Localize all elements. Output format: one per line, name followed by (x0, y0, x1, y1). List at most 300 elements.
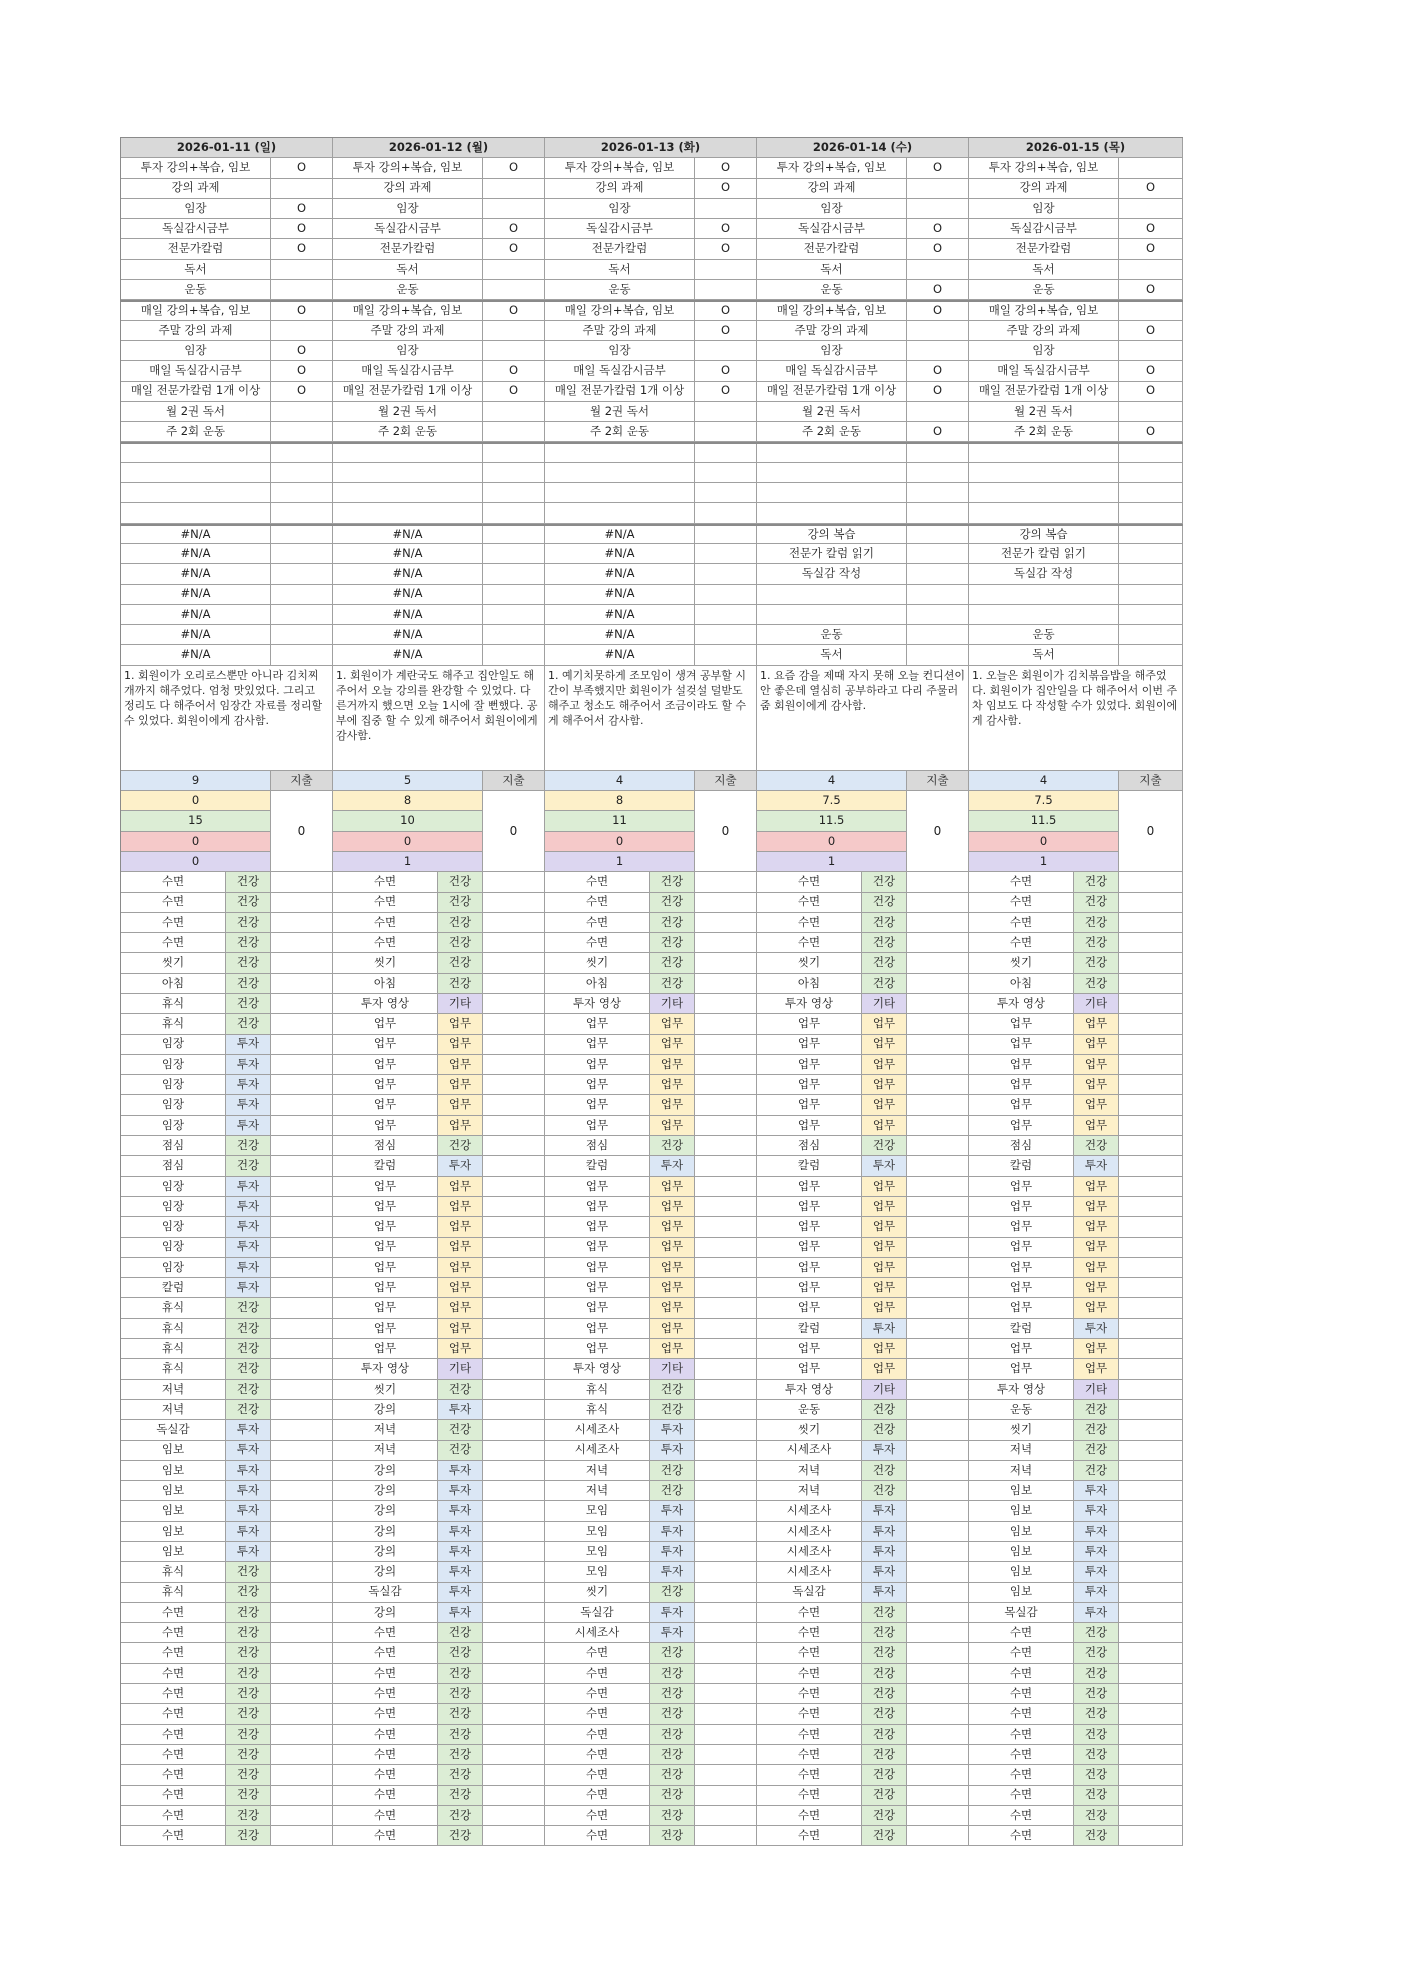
task-check[interactable]: O (907, 219, 969, 238)
empty-cell (1119, 1684, 1183, 1703)
task-check[interactable] (483, 179, 545, 198)
activity-label: 칼럼 (545, 1156, 650, 1175)
timeline-row (545, 1826, 757, 1846)
task-check[interactable]: O (695, 382, 757, 401)
extra-check[interactable] (1119, 625, 1183, 644)
task-check[interactable] (1119, 463, 1183, 482)
task-check[interactable]: O (1119, 219, 1183, 238)
task-check[interactable] (695, 260, 757, 279)
empty-cell (483, 1095, 545, 1114)
task-label: 운동 (333, 280, 483, 299)
task-check[interactable] (271, 260, 333, 279)
activity-label: 수면 (121, 893, 226, 912)
task-check[interactable] (483, 199, 545, 218)
empty-cell (907, 1664, 969, 1683)
activity-label: 저녁 (757, 1481, 862, 1500)
task-check[interactable]: O (695, 158, 757, 177)
timeline-row (121, 893, 333, 913)
activity-label: 수면 (757, 933, 862, 952)
extra-check[interactable] (1119, 544, 1183, 563)
extra-label: #N/A (545, 544, 695, 563)
extra-check[interactable] (695, 645, 757, 664)
timeline-row (545, 1461, 757, 1481)
task-check[interactable] (1119, 199, 1183, 218)
task-check[interactable] (907, 321, 969, 340)
activity-label: 점심 (757, 1136, 862, 1155)
task-row (757, 483, 969, 503)
task-check[interactable]: O (271, 199, 333, 218)
empty-cell (483, 1075, 545, 1094)
timeline-row (969, 1664, 1183, 1684)
task-check[interactable]: O (271, 302, 333, 319)
empty-cell (695, 1136, 757, 1155)
task-check[interactable] (695, 341, 757, 360)
task-row (969, 300, 1183, 320)
timeline-row (545, 1298, 757, 1318)
task-check[interactable]: O (1119, 422, 1183, 441)
timeline-row (757, 1623, 969, 1643)
day-column (969, 138, 1183, 1846)
extra-check[interactable] (907, 625, 969, 644)
activity-label: 업무 (969, 1095, 1074, 1114)
extra-check[interactable] (271, 585, 333, 604)
empty-cell (695, 974, 757, 993)
task-check[interactable] (695, 444, 757, 461)
extra-label: 독서 (757, 645, 907, 664)
activity-label: 아침 (969, 974, 1074, 993)
category-tag: 업무 (1074, 1177, 1119, 1196)
empty-cell (483, 1562, 545, 1581)
task-check[interactable] (483, 422, 545, 441)
task-check[interactable]: O (1119, 382, 1183, 401)
task-row (545, 361, 757, 381)
empty-cell (907, 1298, 969, 1317)
category-tag: 기타 (650, 994, 695, 1013)
timeline-row (969, 1826, 1183, 1846)
task-check[interactable] (695, 199, 757, 218)
activity-label: 휴식 (121, 1359, 226, 1378)
summary-block (757, 791, 969, 872)
task-label: 매일 독실감시금부 (969, 361, 1119, 380)
task-check[interactable]: O (695, 179, 757, 198)
extra-check[interactable] (695, 625, 757, 644)
category-tag: 건강 (226, 994, 271, 1013)
category-tag: 투자 (438, 1583, 483, 1602)
empty-cell (1119, 1319, 1183, 1338)
category-tag: 건강 (226, 1400, 271, 1419)
empty-cell (695, 1359, 757, 1378)
extra-check[interactable] (483, 645, 545, 664)
category-tag: 투자 (650, 1623, 695, 1642)
task-check[interactable]: O (271, 341, 333, 360)
task-check[interactable]: O (695, 219, 757, 238)
category-tag: 건강 (226, 1684, 271, 1703)
timeline-row (757, 1055, 969, 1075)
empty-cell (1119, 1583, 1183, 1602)
extra-check[interactable] (695, 585, 757, 604)
extra-check[interactable] (483, 544, 545, 563)
task-check[interactable] (271, 463, 333, 482)
category-tag: 투자 (1074, 1501, 1119, 1520)
extra-check[interactable] (271, 605, 333, 624)
task-check[interactable]: O (1119, 361, 1183, 380)
task-check[interactable] (1119, 302, 1183, 319)
task-label (969, 503, 1119, 522)
activity-label: 저녁 (969, 1441, 1074, 1460)
task-check[interactable] (483, 402, 545, 421)
task-check[interactable] (271, 422, 333, 441)
extra-check[interactable] (1119, 645, 1183, 664)
category-tag: 업무 (1074, 1116, 1119, 1135)
extra-check[interactable] (271, 526, 333, 543)
timeline-row (969, 872, 1183, 892)
empty-cell (271, 1481, 333, 1500)
extra-check[interactable] (483, 526, 545, 543)
timeline-row (757, 974, 969, 994)
extra-check[interactable] (907, 564, 969, 583)
extra-check[interactable] (695, 605, 757, 624)
extra-check[interactable] (907, 605, 969, 624)
task-check[interactable] (1119, 402, 1183, 421)
task-check[interactable] (1119, 483, 1183, 502)
task-check[interactable] (1119, 444, 1183, 461)
extra-check[interactable] (1119, 564, 1183, 583)
timeline-row (757, 1725, 969, 1745)
timeline-row (545, 1014, 757, 1034)
category-tag: 건강 (1074, 1704, 1119, 1723)
activity-label: 업무 (333, 1258, 438, 1277)
extra-row (545, 645, 757, 665)
category-tag: 건강 (862, 1765, 907, 1784)
task-label: 전문가칼럼 (545, 239, 695, 258)
activity-label: 업무 (333, 1095, 438, 1114)
extra-check[interactable] (483, 585, 545, 604)
task-check[interactable] (907, 503, 969, 522)
task-check[interactable] (271, 444, 333, 461)
task-check[interactable]: O (483, 219, 545, 238)
activity-label: 씻기 (757, 1420, 862, 1439)
timeline-row (121, 1501, 333, 1521)
task-check[interactable]: O (271, 158, 333, 177)
task-check[interactable] (907, 199, 969, 218)
timeline-row (545, 974, 757, 994)
task-row (969, 463, 1183, 483)
task-check[interactable] (695, 483, 757, 502)
extra-check[interactable] (907, 645, 969, 664)
empty-cell (695, 1583, 757, 1602)
activity-label: 투자 영상 (545, 1359, 650, 1378)
extra-label: #N/A (545, 526, 695, 543)
category-tag: 업무 (650, 1217, 695, 1236)
task-check[interactable] (483, 260, 545, 279)
task-check[interactable]: O (271, 361, 333, 380)
activity-label: 수면 (121, 1786, 226, 1805)
extra-label (757, 605, 907, 624)
activity-label: 휴식 (121, 1014, 226, 1033)
category-tag: 건강 (226, 953, 271, 972)
timeline-row (545, 1765, 757, 1785)
activity-label: 임보 (969, 1522, 1074, 1541)
category-tag: 업무 (438, 1177, 483, 1196)
task-check[interactable]: O (483, 158, 545, 177)
activity-label: 수면 (757, 1765, 862, 1784)
task-check[interactable] (907, 341, 969, 360)
task-row (757, 402, 969, 422)
activity-label: 업무 (545, 1278, 650, 1297)
activity-label: 시세조사 (545, 1623, 650, 1642)
category-tag: 건강 (226, 1725, 271, 1744)
empty-cell (907, 1441, 969, 1460)
extra-label: #N/A (545, 564, 695, 583)
task-check[interactable] (1119, 158, 1183, 177)
task-check[interactable]: O (271, 239, 333, 258)
extra-label: 독실감 작성 (969, 564, 1119, 583)
activity-label: 수면 (757, 872, 862, 891)
hours-health: 11.5 (969, 811, 1119, 831)
task-label: 주말 강의 과제 (969, 321, 1119, 340)
extra-check[interactable] (1119, 605, 1183, 624)
task-row (757, 239, 969, 259)
extra-check[interactable] (1119, 585, 1183, 604)
empty-cell (1119, 1643, 1183, 1662)
category-tag: 건강 (650, 974, 695, 993)
task-check[interactable]: O (907, 302, 969, 319)
task-label: 매일 독실감시금부 (757, 361, 907, 380)
task-check[interactable]: O (483, 239, 545, 258)
empty-cell (271, 1258, 333, 1277)
task-check[interactable]: O (695, 239, 757, 258)
extra-label: #N/A (121, 544, 271, 563)
task-row (333, 361, 545, 381)
category-tag: 투자 (1074, 1603, 1119, 1622)
task-row (121, 199, 333, 219)
task-row (333, 442, 545, 462)
summary-top-row (757, 771, 969, 791)
task-check[interactable] (483, 321, 545, 340)
task-check[interactable] (907, 260, 969, 279)
task-check[interactable]: O (483, 302, 545, 319)
activity-label: 업무 (969, 1238, 1074, 1257)
extra-label: #N/A (121, 645, 271, 664)
extra-check[interactable] (271, 564, 333, 583)
empty-cell (483, 1684, 545, 1703)
task-row (121, 483, 333, 503)
extra-row (121, 625, 333, 645)
timeline-row (969, 1643, 1183, 1663)
task-row (333, 158, 545, 178)
task-check[interactable] (695, 503, 757, 522)
category-tag: 투자 (438, 1542, 483, 1561)
activity-label: 씻기 (969, 1420, 1074, 1439)
task-check[interactable] (1119, 503, 1183, 522)
task-check[interactable] (271, 280, 333, 299)
task-check[interactable] (483, 463, 545, 482)
extra-row (757, 544, 969, 564)
extra-check[interactable] (271, 645, 333, 664)
timeline-row (545, 1501, 757, 1521)
category-tag: 기타 (1074, 994, 1119, 1013)
activity-label: 저녁 (333, 1420, 438, 1439)
timeline-row (333, 1217, 545, 1237)
task-check[interactable] (907, 483, 969, 502)
timeline-row (969, 1136, 1183, 1156)
activity-label: 강의 (333, 1522, 438, 1541)
task-row (757, 422, 969, 442)
empty-cell (1119, 1359, 1183, 1378)
task-check[interactable] (907, 179, 969, 198)
task-check[interactable] (271, 503, 333, 522)
task-check[interactable]: O (907, 422, 969, 441)
timeline-row (333, 1095, 545, 1115)
empty-cell (271, 1319, 333, 1338)
task-check[interactable]: O (271, 382, 333, 401)
task-check[interactable] (1119, 260, 1183, 279)
activity-label: 임보 (121, 1461, 226, 1480)
task-check[interactable] (483, 280, 545, 299)
extra-check[interactable] (1119, 526, 1183, 543)
task-row (121, 503, 333, 523)
task-check[interactable] (483, 341, 545, 360)
extra-check[interactable] (483, 605, 545, 624)
task-label: 강의 과제 (969, 179, 1119, 198)
empty-cell (907, 953, 969, 972)
task-check[interactable]: O (695, 321, 757, 340)
extra-check[interactable] (271, 625, 333, 644)
timeline-row (121, 1136, 333, 1156)
task-row (333, 503, 545, 523)
extra-check[interactable] (483, 625, 545, 644)
empty-cell (271, 1238, 333, 1257)
task-check[interactable] (1119, 341, 1183, 360)
task-check[interactable]: O (907, 239, 969, 258)
category-tag: 건강 (1074, 1765, 1119, 1784)
extra-check[interactable] (695, 544, 757, 563)
task-check[interactable]: O (907, 158, 969, 177)
task-check[interactable]: O (695, 302, 757, 319)
task-check[interactable]: O (483, 361, 545, 380)
empty-cell (695, 994, 757, 1013)
task-check[interactable]: O (695, 361, 757, 380)
expense-label: 지출 (483, 771, 545, 790)
task-check[interactable] (907, 402, 969, 421)
task-check[interactable]: O (1119, 179, 1183, 198)
task-check[interactable]: O (907, 382, 969, 401)
category-tag: 건강 (226, 1136, 271, 1155)
task-check[interactable] (271, 402, 333, 421)
extra-check[interactable] (695, 526, 757, 543)
task-check[interactable] (271, 321, 333, 340)
activity-label: 칼럼 (121, 1278, 226, 1297)
task-check[interactable] (483, 483, 545, 502)
extra-check[interactable] (483, 564, 545, 583)
empty-cell (483, 1441, 545, 1460)
task-check[interactable] (483, 503, 545, 522)
activity-label: 수면 (545, 1684, 650, 1703)
gratitude-note: 1. 회원이가 오리로스뿐만 아니라 김치찌개까지 해주었다. 엄청 맛있었다. 그리고 정리도 다 해주어서 임장간 자료를 정리할 수 있었다. 회원이에게 감사함. (121, 666, 333, 771)
category-tag: 투자 (226, 1420, 271, 1439)
category-tag: 투자 (226, 1238, 271, 1257)
task-check[interactable]: O (1119, 239, 1183, 258)
task-check[interactable]: O (271, 219, 333, 238)
extra-check[interactable] (907, 544, 969, 563)
empty-cell (695, 1319, 757, 1338)
category-tag: 건강 (438, 913, 483, 932)
timeline-row (545, 1359, 757, 1379)
category-tag: 건강 (862, 1684, 907, 1703)
category-tag: 건강 (1074, 933, 1119, 952)
gratitude-note: 1. 예기치못하게 조모임이 생겨 공부할 시간이 부족했지만 회원이가 설겆설 덜받도 해주고 청소도 해주어서 조금이라도 할 수 게 해주어서 감사함. (545, 666, 757, 771)
task-check[interactable] (695, 402, 757, 421)
category-tag: 업무 (862, 1116, 907, 1135)
timeline-row (121, 1481, 333, 1501)
task-check[interactable] (271, 179, 333, 198)
task-check[interactable] (695, 463, 757, 482)
activity-label: 투자 영상 (757, 1380, 862, 1399)
timeline-row (969, 1116, 1183, 1136)
task-label: 매일 강의+복습, 임보 (121, 302, 271, 319)
activity-label: 운동 (969, 1400, 1074, 1419)
activity-label: 시세조사 (757, 1501, 862, 1520)
task-check[interactable] (695, 422, 757, 441)
timeline-row (333, 974, 545, 994)
task-check[interactable]: O (1119, 280, 1183, 299)
extra-row (333, 544, 545, 564)
extra-check[interactable] (271, 544, 333, 563)
category-tag: 건강 (650, 1461, 695, 1480)
empty-cell (695, 1075, 757, 1094)
extra-row (757, 645, 969, 665)
category-tag: 건강 (226, 913, 271, 932)
timeline-row (969, 1177, 1183, 1197)
task-row (333, 300, 545, 320)
task-row (757, 321, 969, 341)
task-row (121, 422, 333, 442)
task-check[interactable] (907, 463, 969, 482)
activity-label: 씻기 (333, 1380, 438, 1399)
task-check[interactable]: O (1119, 321, 1183, 340)
extra-check[interactable] (695, 564, 757, 583)
extra-check[interactable] (907, 585, 969, 604)
category-tag: 업무 (862, 1298, 907, 1317)
activity-label: 임보 (121, 1522, 226, 1541)
empty-cell (1119, 1116, 1183, 1135)
task-label: 주말 강의 과제 (545, 321, 695, 340)
empty-cell (271, 1623, 333, 1642)
task-check[interactable]: O (907, 280, 969, 299)
category-tag: 건강 (438, 1420, 483, 1439)
empty-cell (271, 1461, 333, 1480)
empty-cell (695, 1643, 757, 1662)
summary-block (121, 791, 333, 872)
task-check[interactable] (695, 280, 757, 299)
empty-cell (695, 1522, 757, 1541)
category-tag: 업무 (862, 1238, 907, 1257)
expense-value: 0 (483, 791, 545, 872)
extra-check[interactable] (907, 526, 969, 543)
task-check[interactable]: O (907, 361, 969, 380)
timeline-row (757, 1826, 969, 1846)
timeline-row (545, 1258, 757, 1278)
hours-work: 7.5 (969, 791, 1119, 811)
task-check[interactable] (907, 444, 969, 461)
category-tag: 건강 (650, 1380, 695, 1399)
category-tag: 투자 (226, 1501, 271, 1520)
task-check[interactable] (483, 444, 545, 461)
timeline-row (121, 1786, 333, 1806)
task-check[interactable]: O (483, 382, 545, 401)
empty-cell (1119, 1623, 1183, 1642)
task-check[interactable] (271, 483, 333, 502)
